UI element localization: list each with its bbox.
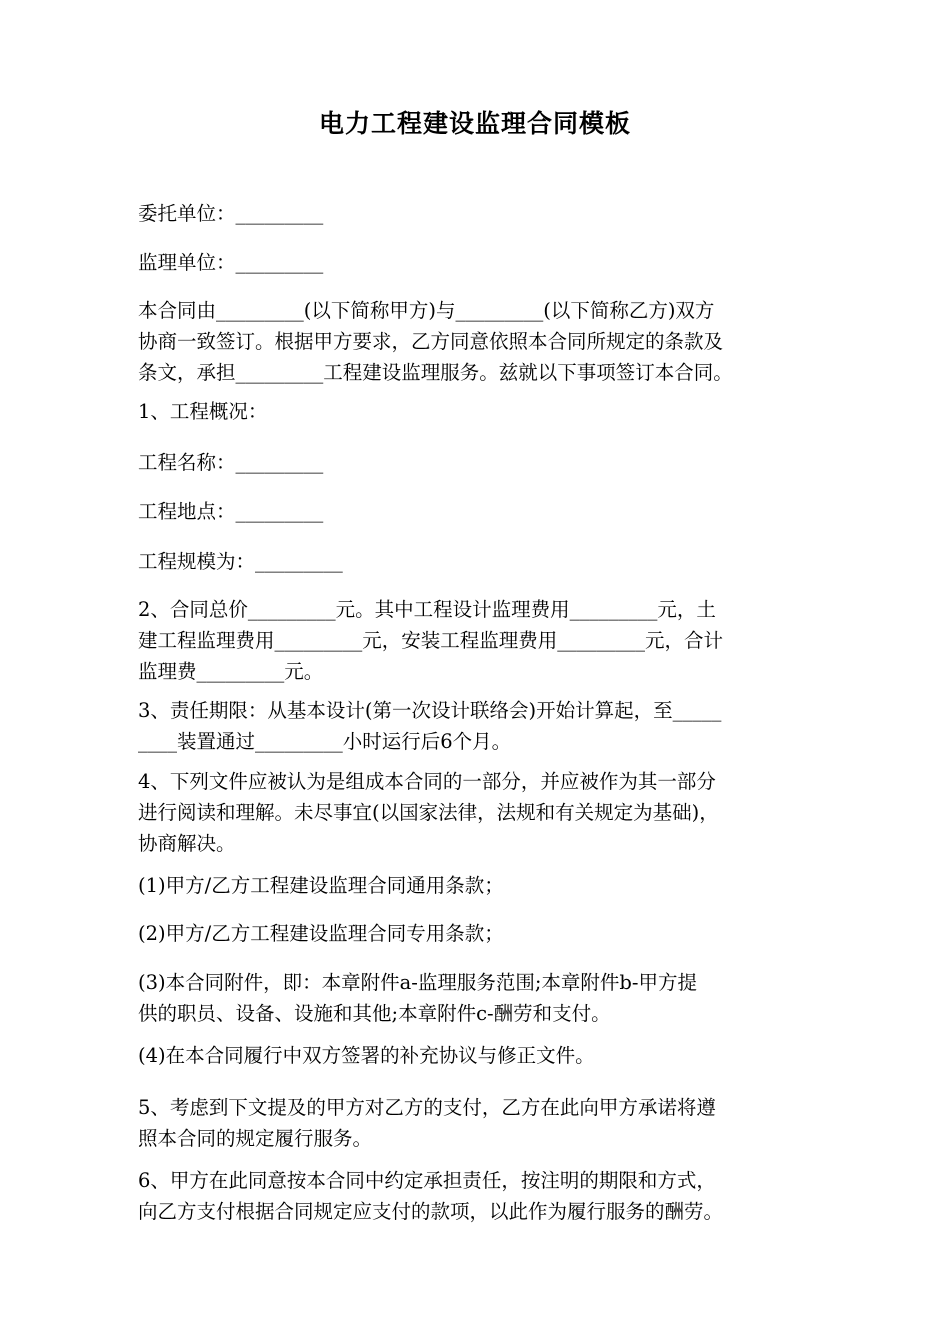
item-2 [138, 918, 818, 949]
project-location-line: 工程地点：_________ [138, 500, 324, 523]
section-3-line: 3、责任期限：从基本设计(第一次设计联络会)开始计算起，至_____ [138, 699, 722, 722]
item-2-line: (2)甲方/乙方工程建设监理合同专用条款； [138, 922, 504, 945]
section-6-paragraph [138, 1165, 818, 1227]
section-2-line: 建工程监理费用_________元，安装工程监理费用_________元，合计 [138, 629, 724, 652]
section-3-paragraph [138, 695, 818, 757]
item-3-line: 供的职员、设备、设施和其他;本章附件c-酬劳和支付。 [138, 1002, 611, 1025]
section-6-line: 向乙方支付根据合同规定应支付的款项，以此作为履行服务的酬劳。 [138, 1200, 724, 1223]
project-name-field [138, 447, 818, 478]
section-4-line: 4、下列文件应被认为是组成本合同的一部分，并应被作为其一部分 [138, 770, 716, 793]
section-3-line: ____装置通过_________小时运行后6个月。 [138, 730, 512, 753]
intro-line: 协商一致签订。根据甲方要求，乙方同意依照本合同所规定的条款及 [138, 330, 724, 353]
section-4-line: 进行阅读和理解。未尽事宜(以国家法律，法规和有关规定为基础)， [138, 801, 719, 824]
section-2-line: 监理费_________元。 [138, 660, 324, 683]
section-6-line: 6、甲方在此同意按本合同中约定承担责任，按注明的期限和方式， [138, 1169, 716, 1192]
section-5-line: 5、考虑到下文提及的甲方对乙方的支付，乙方在此向甲方承诺将遵 [138, 1096, 716, 1119]
item-1 [138, 870, 818, 901]
item-4 [138, 1040, 818, 1071]
project-scale-line: 工程规模为：_________ [138, 550, 343, 573]
client-field [138, 198, 818, 229]
intro-paragraph [138, 295, 818, 388]
project-name-line: 工程名称：_________ [138, 451, 324, 474]
section-2-paragraph [138, 594, 818, 687]
supervisor-line: 监理单位：_________ [138, 251, 324, 274]
section-5-line: 照本合同的规定履行服务。 [138, 1127, 373, 1150]
project-scale-field [138, 546, 818, 577]
section-2-line: 2、合同总价_________元。其中工程设计监理费用_________元，土 [138, 598, 716, 621]
client-line: 委托单位：_________ [138, 202, 324, 225]
section-4-line: 协商解决。 [138, 832, 236, 855]
section-5-paragraph [138, 1092, 818, 1154]
intro-line: 条文，承担_________工程建设监理服务。兹就以下事项签订本合同。 [138, 361, 733, 384]
item-4-line: (4)在本合同履行中双方签署的补充协议与修正文件。 [138, 1044, 595, 1067]
item-3 [138, 967, 818, 1029]
intro-line: 本合同由_________(以下简称甲方)与_________(以下简称乙方)双方 [138, 299, 715, 322]
document-title: 电力工程建设监理合同模板 [318, 109, 631, 138]
project-location-field [138, 496, 818, 527]
item-1-line: (1)甲方/乙方工程建设监理合同通用条款； [138, 874, 504, 897]
supervisor-field [138, 247, 818, 278]
section-heading: 1、工程概况： [138, 400, 268, 423]
item-3-line: (3)本合同附件，即：本章附件a-监理服务范围;本章附件b-甲方提 [138, 971, 697, 994]
section-4-paragraph [138, 766, 818, 859]
section-1-heading [138, 396, 818, 427]
